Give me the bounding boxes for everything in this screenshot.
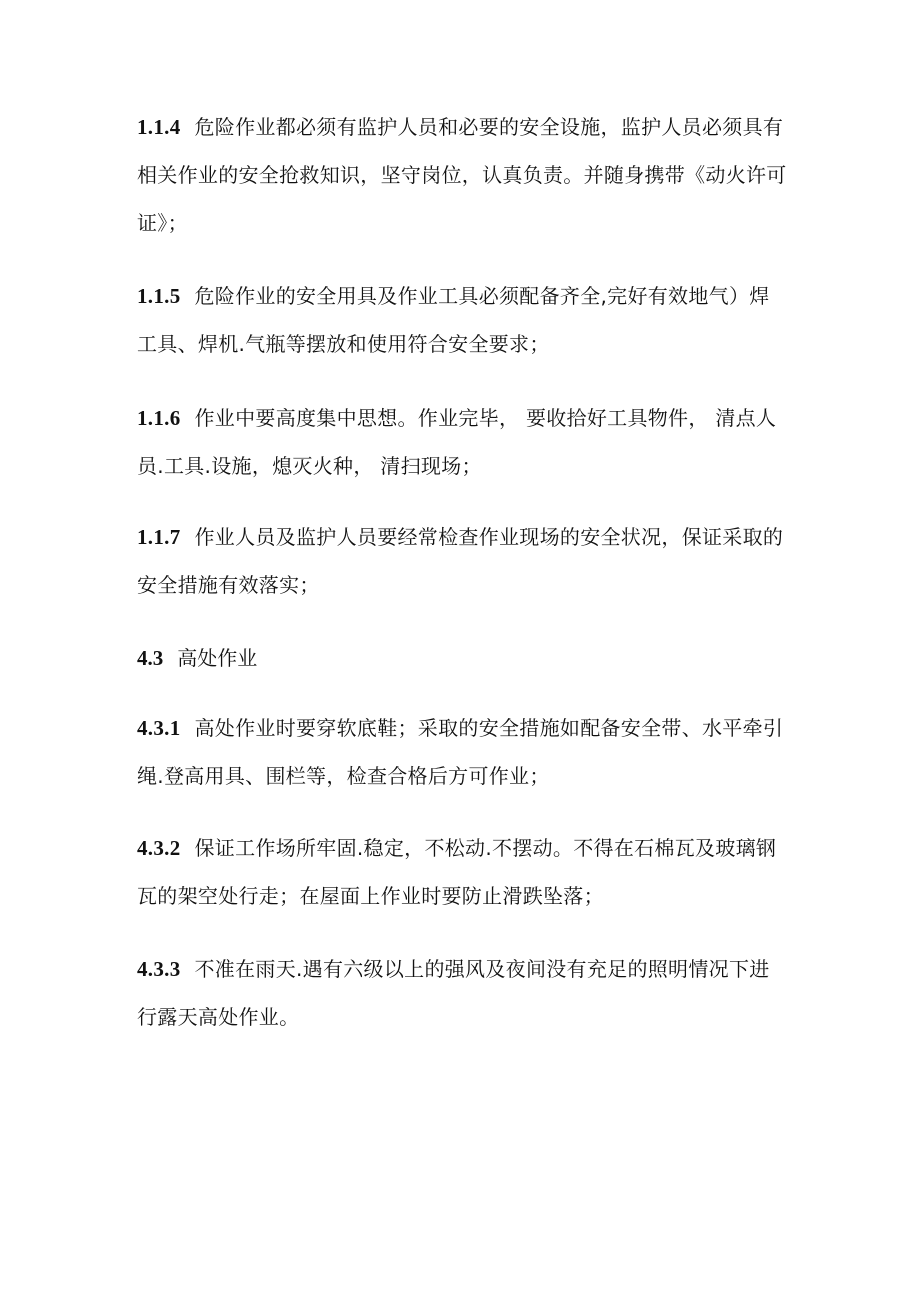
clause-line: [137, 272, 792, 320]
clause-text: 作业中要高度集中思想。作业完毕， 要收拾好工具物件， 清点人: [194, 406, 777, 430]
clause-4-3-3: [137, 945, 792, 1041]
clause-line: 瓦的架空处行走；在屋面上作业时要防止滑跌坠落；: [137, 884, 604, 908]
clause-line: 工具、焊机.气瓶等摆放和使用符合安全要求；: [137, 332, 550, 356]
section-number: 4.3: [137, 646, 164, 670]
clause-1-1-7: [137, 513, 792, 609]
clause-line: 相关作业的安全抢救知识，坚守岗位，认真负责。并随身携带《动火许可: [137, 163, 787, 187]
section-heading-4-3: [137, 634, 257, 682]
clause-line: [137, 513, 792, 561]
clause-4-3-1: [137, 704, 792, 800]
clause-number: 4.3.3: [137, 957, 181, 981]
section-title: 高处作业: [177, 646, 258, 670]
clause-line: [137, 824, 792, 872]
clause-1-1-5: [137, 272, 792, 368]
clause-line: 安全措施有效落实；: [137, 573, 320, 597]
clause-line: 证》；: [137, 211, 188, 235]
clause-4-3-2: [137, 824, 792, 920]
clause-text: 危险作业都必须有监护人员和必要的安全设施，监护人员必须具有: [194, 115, 784, 139]
clause-line: [137, 704, 792, 752]
clause-number: 1.1.4: [137, 115, 181, 139]
clause-1-1-4: [137, 103, 792, 247]
clause-text: 危险作业的安全用具及作业工具必须配备齐全,完好有效地气）焊: [194, 284, 770, 308]
clause-1-1-6: [137, 394, 792, 490]
clause-text: 不准在雨天.遇有六级以上的强风及夜间没有充足的照明情况下进: [194, 957, 770, 981]
clause-number: 1.1.5: [137, 284, 181, 308]
clause-line: [137, 103, 792, 151]
clause-line: [137, 394, 792, 442]
clause-line: 员.工具.设施，熄灭火种， 清扫现场；: [137, 454, 482, 478]
clause-number: 4.3.1: [137, 716, 181, 740]
clause-text: 高处作业时要穿软底鞋；采取的安全措施如配备安全带、水平牵引: [194, 716, 784, 740]
clause-line: 绳.登高用具、围栏等，检查合格后方可作业；: [137, 764, 550, 788]
clause-number: 1.1.6: [137, 406, 181, 430]
clause-text: 保证工作场所牢固.稳定，不松动.不摆动。不得在石棉瓦及玻璃钢: [194, 836, 777, 860]
clause-number: 1.1.7: [137, 525, 181, 549]
clause-line: [137, 945, 792, 993]
clause-line: 行露天高处作业。: [137, 1005, 300, 1029]
clause-number: 4.3.2: [137, 836, 181, 860]
clause-text: 作业人员及监护人员要经常检查作业现场的安全状况，保证采取的: [194, 525, 784, 549]
